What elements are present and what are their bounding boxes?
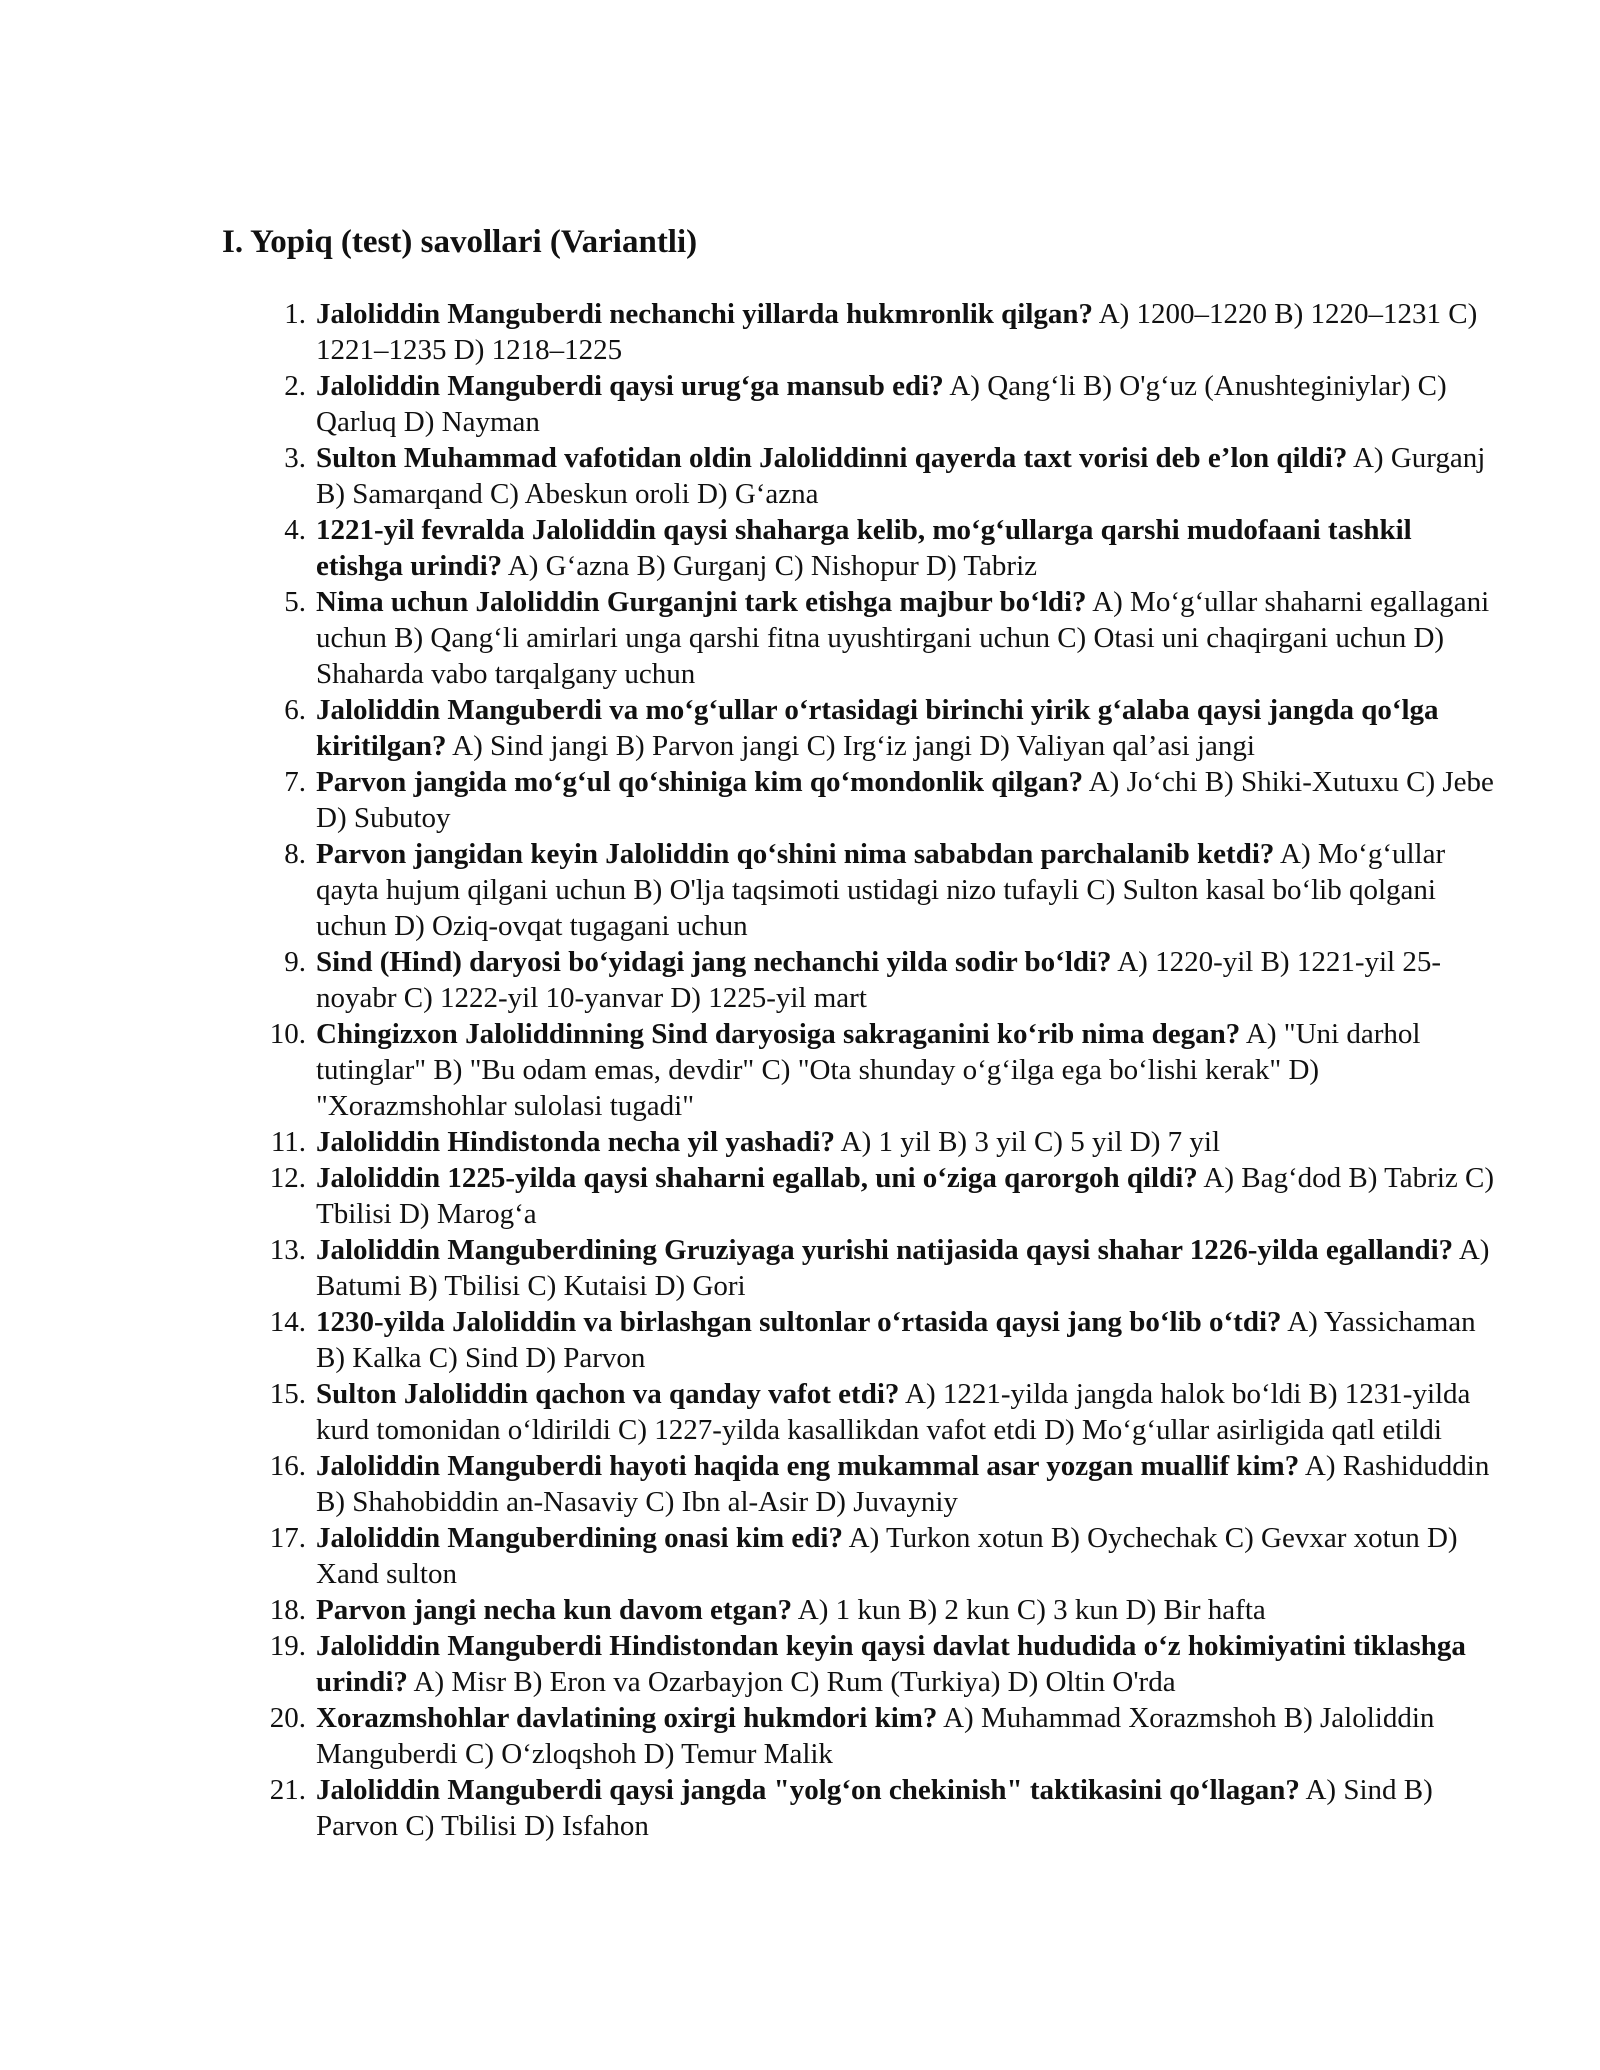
question-number: 11. — [270, 1126, 306, 1158]
question-number: 12. — [269, 1162, 306, 1194]
question-item — [284, 368, 1496, 440]
question-number: 3. — [284, 442, 306, 474]
question-number: 2. — [284, 370, 306, 402]
question-text: Sulton Muhammad vafotidan oldin Jaloliddinni qayerda taxt vorisi deb e’lon qildi? — [316, 442, 1348, 474]
question-text: Jaloliddin Manguberdi nechanchi yillarda hukmronlik qilgan? — [316, 298, 1094, 330]
question-number: 18. — [269, 1594, 306, 1626]
question-text: Parvon jangi necha kun davom etgan? — [316, 1594, 793, 1626]
answer-options: A) 1 yil B) 3 yil C) 5 yil D) 7 yil — [840, 1126, 1221, 1158]
question-text: 1221-yil fevralda Jaloliddin qaysi shaharga kelib, mo‘g‘ullarga qarshi mudofaani tashkil etishga urindi? — [316, 514, 1412, 582]
question-number: 17. — [269, 1522, 306, 1554]
question-item — [269, 1160, 1496, 1232]
question-item — [269, 1016, 1496, 1124]
question-item — [269, 1592, 1496, 1628]
question-text: Sulton Jaloliddin qachon va qanday vafot etdi? — [316, 1378, 900, 1410]
question-item — [284, 296, 1496, 368]
question-item — [284, 764, 1496, 836]
question-item — [269, 1772, 1496, 1844]
question-text: Jaloliddin Manguberdining Gruziyaga yurishi natijasida qaysi shahar 1226-yilda egallandi? — [316, 1234, 1454, 1266]
answer-options: A) Mo‘g‘ullar qayta hujum qilgani uchun B) O'lja taqsimoti ustidagi nizo tufayli C) Sulton kasal bo‘lib qolgani uchun D) Oziq-ovqat tugagani uchun — [316, 838, 1446, 942]
question-number: 21. — [269, 1774, 306, 1806]
question-item — [269, 1232, 1496, 1304]
question-number: 20. — [269, 1702, 306, 1734]
section-heading: I. Yopiq (test) savollari (Variantli) — [222, 224, 698, 260]
question-text: Parvon jangidan keyin Jaloliddin qo‘shini nima sababdan parchalanib ketdi? — [316, 838, 1275, 870]
question-text: Jaloliddin Manguberdi hayoti haqida eng mukammal asar yozgan muallif kim? — [316, 1450, 1300, 1482]
question-text: Parvon jangida mo‘g‘ul qo‘shiniga kim qo‘mondonlik qilgan? — [316, 766, 1084, 798]
answer-options: A) Gurganj B) Samarqand C) Abeskun oroli D) G‘azna — [316, 442, 1486, 510]
question-item — [269, 1448, 1496, 1520]
answer-options: A) Rashiduddin B) Shahobiddin an-Nasaviy C) Ibn al-Asir D) Juvayniy — [316, 1450, 1490, 1518]
question-text: Xorazmshohlar davlatining oxirgi hukmdori kim? — [316, 1702, 938, 1734]
question-list — [269, 296, 1496, 1844]
question-item — [269, 1700, 1496, 1772]
question-item — [284, 944, 1496, 1016]
question-text: Jaloliddin Manguberdi va mo‘g‘ullar o‘rtasidagi birinchi yirik g‘alaba qaysi jangda qo‘lga kiritilgan? — [316, 694, 1439, 762]
question-number: 13. — [269, 1234, 306, 1266]
question-number: 6. — [284, 694, 306, 726]
answer-options: A) Jo‘chi B) Shiki-Xutuxu C) Jebe D) Subutoy — [316, 766, 1494, 834]
question-item — [269, 1376, 1496, 1448]
question-text: Jaloliddin Hindistonda necha yil yashadi? — [316, 1126, 835, 1158]
question-text: Jaloliddin Manguberdi qaysi jangda "yolg‘on chekinish" taktikasini qo‘llagan? — [316, 1774, 1300, 1806]
question-number: 5. — [284, 586, 306, 618]
question-text: Nima uchun Jaloliddin Gurganjni tark etishga majbur bo‘ldi? — [316, 586, 1087, 618]
question-item — [284, 584, 1496, 692]
answer-options: A) "Uni darhol tutinglar" B) "Bu odam emas, devdir" C) "Ota shunday o‘g‘ilga ega bo‘lishi kerak" D) "Xorazmshohlar sulolasi tugadi" — [316, 1018, 1421, 1122]
question-number: 9. — [284, 946, 306, 978]
question-item — [270, 1124, 1496, 1160]
answer-options: A) Bag‘dod B) Tabriz C) Tbilisi D) Marog‘a — [316, 1162, 1495, 1230]
question-number: 1. — [284, 298, 306, 330]
question-number: 8. — [284, 838, 306, 870]
question-number: 7. — [284, 766, 306, 798]
question-text: Chingizxon Jaloliddinning Sind daryosiga sakraganini ko‘rib nima degan? — [316, 1018, 1241, 1050]
question-number: 16. — [269, 1450, 306, 1482]
question-number: 14. — [269, 1306, 306, 1338]
answer-options: A) Muhammad Xorazmshoh B) Jaloliddin Manguberdi C) O‘zloqshoh D) Temur Malik — [316, 1702, 1435, 1770]
answer-options: A) G‘azna B) Gurganj C) Nishopur D) Tabriz — [507, 550, 1038, 582]
question-item — [284, 512, 1496, 584]
answer-options: A) Batumi B) Tbilisi C) Kutaisi D) Gori — [316, 1234, 1490, 1302]
question-number: 19. — [269, 1630, 306, 1662]
question-text: Jaloliddin Manguberdining onasi kim edi? — [316, 1522, 843, 1554]
answer-options: A) Sind B) Parvon C) Tbilisi D) Isfahon — [316, 1774, 1433, 1842]
question-text: 1230-yilda Jaloliddin va birlashgan sultonlar o‘rtasida qaysi jang bo‘lib o‘tdi? — [316, 1306, 1282, 1338]
question-text: Sind (Hind) daryosi bo‘yidagi jang nechanchi yilda sodir bo‘ldi? — [316, 946, 1112, 978]
question-number: 4. — [284, 514, 306, 546]
question-text: Jaloliddin 1225-yilda qaysi shaharni egallab, uni o‘ziga qarorgoh qildi? — [316, 1162, 1198, 1194]
answer-options: A) Qang‘li B) O'g‘uz (Anushteginiylar) C) Qarluq D) Nayman — [316, 370, 1447, 438]
answer-options: A) 1220-yil B) 1221-yil 25-noyabr C) 1222-yil 10-yanvar D) 1225-yil mart — [316, 946, 1442, 1014]
question-item — [284, 692, 1496, 764]
answer-options: A) 1 kun B) 2 kun C) 3 kun D) Bir hafta — [797, 1594, 1266, 1626]
answer-options: A) Yassichaman B) Kalka C) Sind D) Parvon — [316, 1306, 1476, 1374]
answer-options: A) Turkon xotun B) Oychechak C) Gevxar xotun D) Xand sulton — [316, 1522, 1458, 1590]
question-number: 15. — [269, 1378, 306, 1410]
answer-options: A) 1221-yilda jangda halok bo‘ldi B) 1231-yilda kurd tomonidan o‘ldirildi C) 1227-yilda kasallikdan vafot etdi D) Mo‘g‘ullar asirligida qatl etildi — [316, 1378, 1471, 1446]
question-item — [269, 1304, 1496, 1376]
question-item — [284, 836, 1496, 944]
question-item — [269, 1520, 1496, 1592]
question-text: Jaloliddin Manguberdi Hindistondan keyin qaysi davlat hududida o‘z hokimiyatini tiklashga urindi? — [316, 1630, 1466, 1698]
answer-options: A) Misr B) Eron va Ozarbayjon C) Rum (Turkiya) D) Oltin O'rda — [413, 1666, 1176, 1698]
question-item — [269, 1628, 1496, 1700]
answer-options: A) Mo‘g‘ullar shaharni egallagani uchun B) Qang‘li amirlari unga qarshi fitna uyushtirgani uchun C) Otasi uni chaqirgani uchun D) Shaharda vabo tarqalgany uchun — [316, 586, 1490, 690]
question-item — [284, 440, 1496, 512]
question-number: 10. — [269, 1018, 306, 1050]
question-text: Jaloliddin Manguberdi qaysi urug‘ga mansub edi? — [316, 370, 944, 402]
answer-options: A) Sind jangi B) Parvon jangi C) Irg‘iz jangi D) Valiyan qal’asi jangi — [452, 730, 1255, 762]
answer-options: A) 1200–1220 B) 1220–1231 C) 1221–1235 D) 1218–1225 — [316, 298, 1478, 366]
